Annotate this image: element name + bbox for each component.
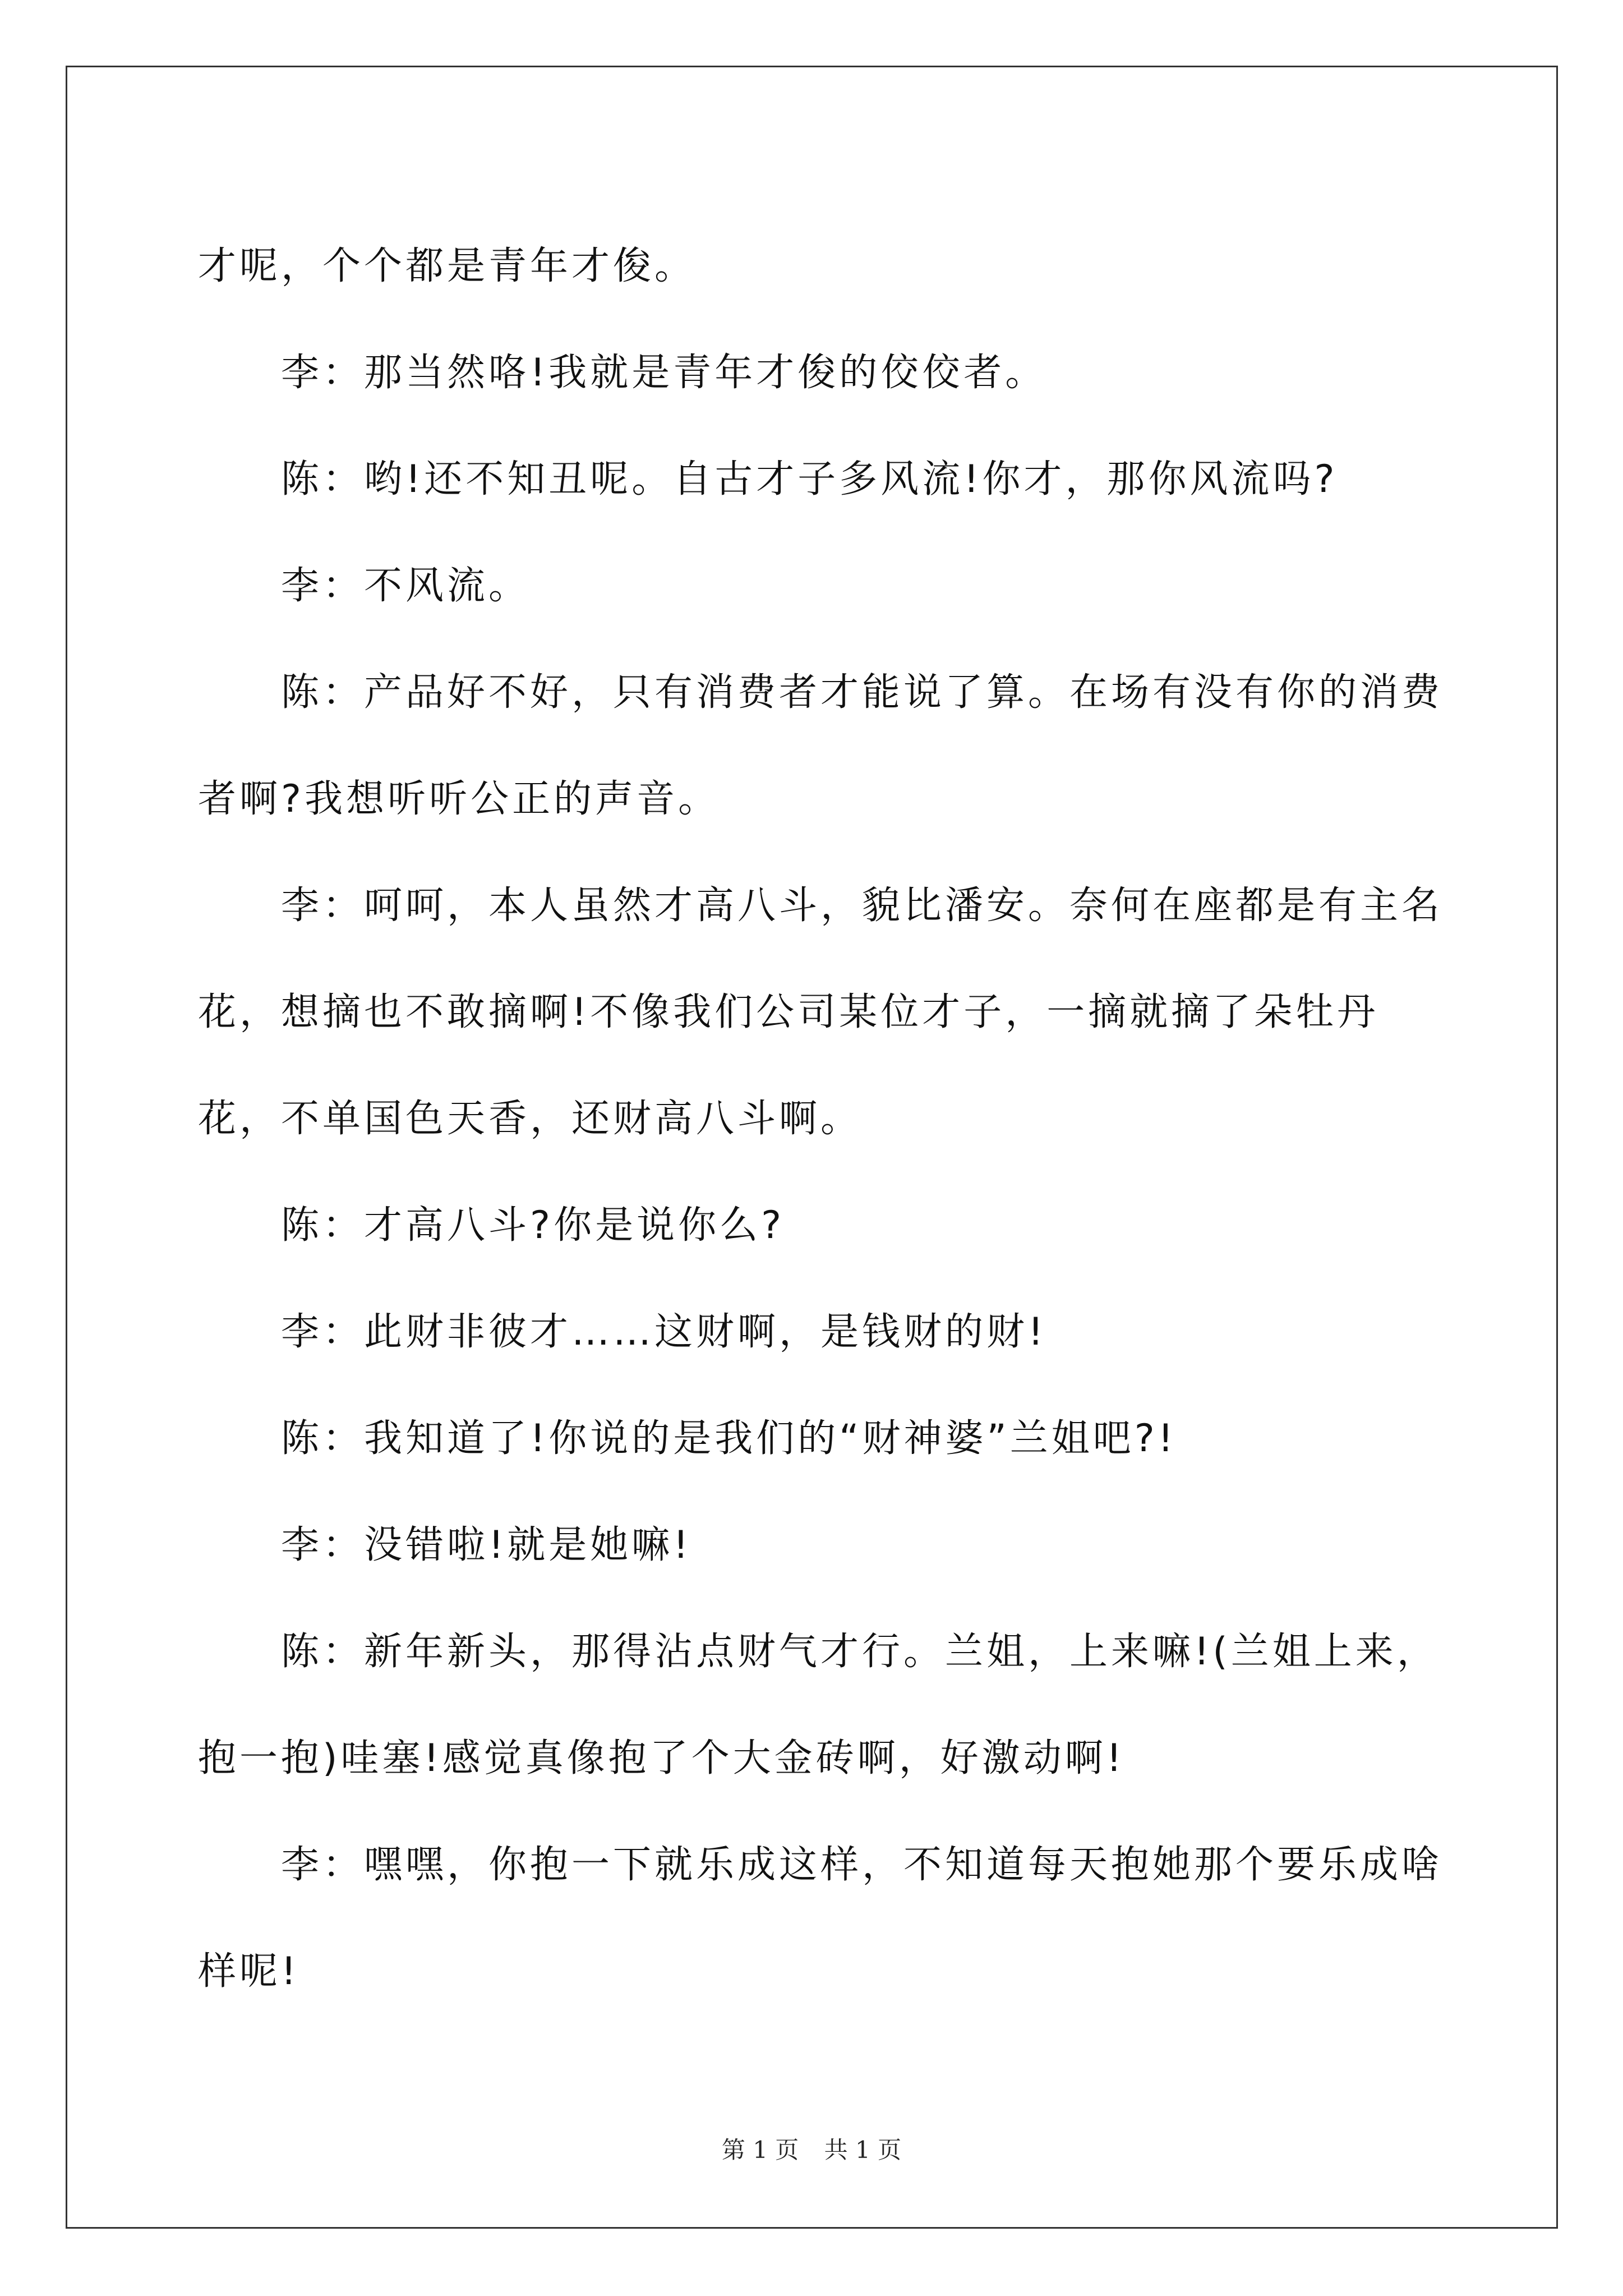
paragraph-8: 李：此财非彼才……这财啊，是钱财的财! (281, 1310, 1047, 1354)
paragraph-11: 陈：新年新头，那得沾点财气才行。兰姐，上来嘛!(兰姐上来，抱一抱)哇塞!感觉真像抱了个大金砖啊，好激动啊! (198, 1630, 1438, 1780)
paragraph-12: 李：嘿嘿，你抱一下就乐成这样，不知道每天抱她那个要乐成啥样呢! (198, 1843, 1444, 1994)
page-total: 共 1 页 (824, 2136, 902, 2164)
paragraph-4: 李：不风流。 (281, 564, 531, 608)
paragraph-7: 陈：才高八斗?你是说你么? (281, 1203, 785, 1248)
page-number: 第 1 页 (721, 2136, 799, 2164)
paragraph-1: 才呢，个个都是青年才俊。 (198, 244, 697, 288)
paragraph-9: 陈：我知道了!你说的是我们的“财神婆”兰姐吧?! (281, 1416, 1177, 1461)
page-footer (0, 2132, 1623, 2165)
document-body (198, 213, 1460, 2025)
paragraph-2: 李：那当然咯!我就是青年才俊的佼佼者。 (281, 351, 1047, 395)
paragraph-6: 李：呵呵，本人虽然才高八斗，貌比潘安。奈何在座都是有主名花，想摘也不敢摘啊!不像我们公司某位才子，一摘就摘了朵牡丹花，不单国色天香，还财高八斗啊。 (198, 884, 1444, 1141)
paragraph-5: 陈：产品好不好，只有消费者才能说了算。在场有没有你的消费者啊?我想听听公正的声音。 (198, 670, 1444, 821)
paragraph-10: 李：没错啦!就是她嘛! (281, 1523, 692, 1567)
paragraph-3: 陈：哟!还不知丑呢。自古才子多风流!你才，那你风流吗? (281, 457, 1338, 501)
